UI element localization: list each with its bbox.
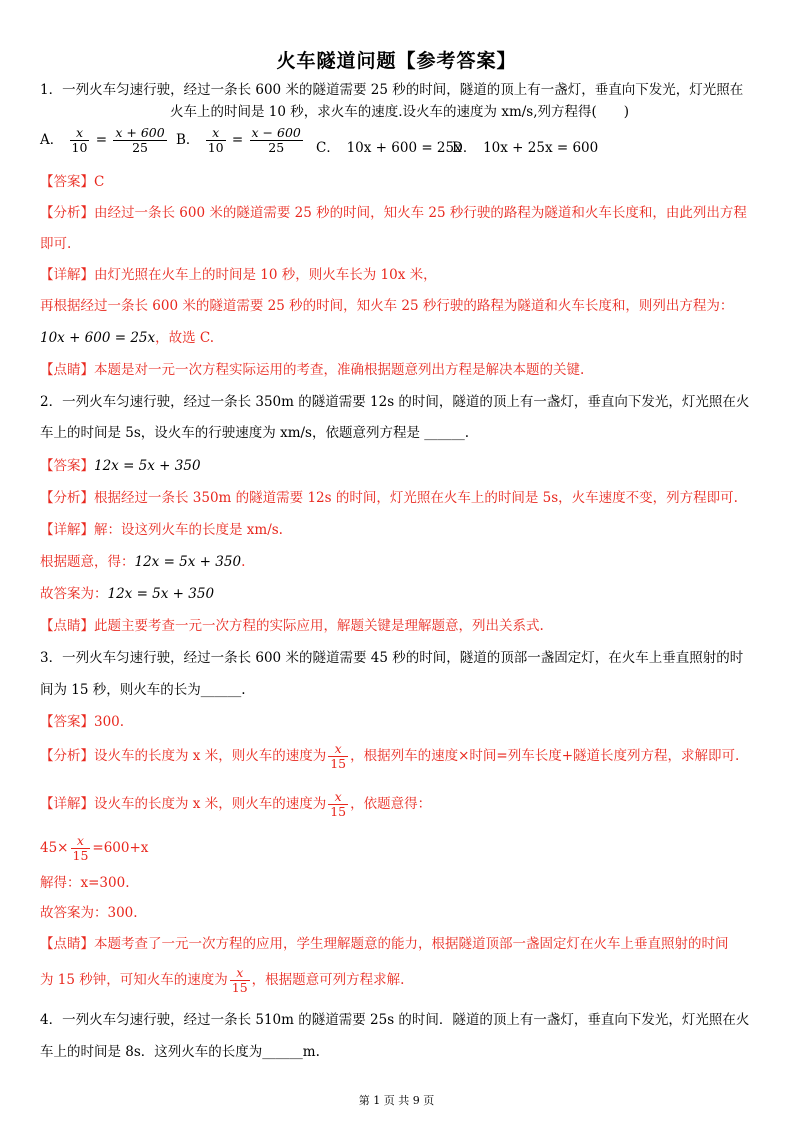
q3-answer: 【答案】300. [40, 714, 125, 730]
page-title: 火车隧道问题【参考答案】 [276, 50, 517, 72]
q2-detail-line-3-label: 故答案为： [40, 586, 108, 602]
q2-answer-label: 【答案】 [40, 458, 94, 474]
q1-detail-line-2: 再根据经过一条长 600 米的隧道需要 25 秒的时间，知火车 25 秒行驶的路程为隧道和火车长度和，则列出方程为： [40, 298, 734, 314]
q3-analysis-fraction: $\frac{x}{15}$ [330, 741, 347, 771]
option-a-right-fraction: $\frac{x + 600}{25}$ [115, 125, 165, 155]
q1-option-d: D． 10x + 25x = 600 [452, 140, 599, 156]
q3-equation-fraction: $\frac{x}{15}$ [72, 833, 89, 863]
option-b-label: B． [176, 132, 200, 148]
q2-detail-line-3 [40, 584, 214, 604]
q2-detail-line-1: 【详解】解：设这列火车的长度是 xm/s. [40, 522, 283, 538]
q4-stem-line-2: 车上的时间是 8s．这列火车的长度为______m. [40, 1044, 320, 1060]
q3-detail-fraction: $\frac{x}{15}$ [330, 789, 347, 819]
q3-comment-line-1: 【点睛】本题考查了一元一次方程的应用，学生理解题意的能力，根据隧道顶部一盏固定灯在火车上垂直照射的时间 [40, 936, 729, 952]
q2-answer-equation: 12x = 5x + 350 [94, 458, 201, 474]
q1-option-b: B． $\frac{x}{10}$ = $\frac{x - 600}{25}$ [176, 125, 301, 155]
q1-option-c: C． 10x + 600 = 25x [316, 140, 462, 156]
q1-answer: 【答案】C [40, 174, 105, 190]
q3-comment-line-2: 为 15 秒钟，可知火车的速度为 $\frac{x}{15}$ ，根据题意可列方程求解. [40, 965, 405, 995]
q2-answer-line [40, 456, 201, 476]
option-a-label: A． [40, 132, 64, 148]
q1-analysis-line-1: 【分析】由经过一条长 600 米的隧道需要 25 秒的时间，知火车 25 秒行驶的路程为隧道和火车长度和，由此列出方程 [40, 205, 747, 221]
q1-detail-line-1: 【详解】由灯光照在火车上的时间是 10 秒，则火车长为 10x 米， [40, 267, 437, 283]
option-b-left-fraction: $\frac{x}{10}$ [207, 125, 224, 155]
q4-stem-line-1: 4．一列火车匀速行驶，经过一条长 510m 的隧道需要 25s 的时间．隧道的顶上有一盏灯，垂直向下发光，灯光照在火 [40, 1012, 750, 1028]
q3-analysis: 【分析】设火车的长度为 x 米，则火车的速度为 $\frac{x}{15}$ ，根据列车的速度×时间=列车长度+隧道长度列方程，求解即可. [40, 741, 740, 771]
q1-detail-equation: 10x + 600 = 25x [40, 330, 156, 346]
q1-detail-tail: ，故选 C. [155, 330, 215, 346]
q1-option-a: A． $\frac{x}{10}$ = $\frac{x + 600}{25}$ [40, 125, 165, 155]
q1-detail-equation-line [40, 328, 214, 348]
q1-comment: 【点睛】本题是对一元一次方程实际运用的考查，准确根据题意列出方程是解决本题的关键. [40, 362, 585, 378]
q2-detail-line-3-equation: 12x = 5x + 350 [107, 586, 215, 602]
q3-stem-line-2: 间为 15 秒，则火车的长为______. [40, 682, 246, 698]
q2-analysis: 【分析】根据经过一条长 350m 的隧道需要 12s 的时间，灯光照在火车上的时间是 5s，火车速度不变，列方程即可. [40, 490, 738, 506]
option-b-right-fraction: $\frac{x - 600}{25}$ [251, 125, 301, 155]
q1-analysis-line-2: 即可. [40, 236, 72, 252]
q2-detail-line-2-label: 根据题意，得： [40, 554, 135, 570]
page-footer: 第 1 页 共 9 页 [358, 1094, 435, 1107]
q3-comment-fraction: $\frac{x}{15}$ [231, 965, 248, 995]
option-a-left-fraction: $\frac{x}{10}$ [71, 125, 88, 155]
q3-final: 故答案为：300. [40, 905, 138, 921]
q2-detail-line-2-equation: 12x = 5x + 350 [134, 554, 242, 570]
q3-stem-line-1: 3．一列火车匀速行驶，经过一条长 600 米的隧道需要 45 秒的时间，隧道的顶部一盏固定灯，在火车上垂直照射的时 [40, 650, 744, 666]
q1-stem-line-2: 火车上的时间是 10 秒，求火车的速度.设火车的速度为 xm/s,列方程得( ) [170, 104, 630, 120]
q3-equation: 45× $\frac{x}{15}$ =600+x [40, 833, 149, 863]
q3-solve: 解得：x=300. [40, 875, 130, 891]
q2-detail-line-2: 根据题意，得：12x = 5x + 350. [40, 554, 246, 570]
q2-stem-line-2: 车上的时间是 5s，设火车的行驶速度为 xm/s，依题意列方程是 ______. [40, 425, 470, 441]
q3-detail: 【详解】设火车的长度为 x 米，则火车的速度为 $\frac{x}{15}$ ，依题意得： [40, 789, 432, 819]
q2-comment: 【点睛】此题主要考查一元一次方程的实际应用，解题关键是理解题意，列出关系式. [40, 618, 544, 634]
q1-stem-line-1: 1．一列火车匀速行驶，经过一条长 600 米的隧道需要 25 秒的时间，隧道的顶上有一盏灯，垂直向下发光，灯光照在 [40, 82, 744, 98]
q2-stem-line-1: 2．一列火车匀速行驶，经过一条长 350m 的隧道需要 12s 的时间，隧道的顶上有一盏灯，垂直向下发光，灯光照在火 [40, 394, 750, 410]
